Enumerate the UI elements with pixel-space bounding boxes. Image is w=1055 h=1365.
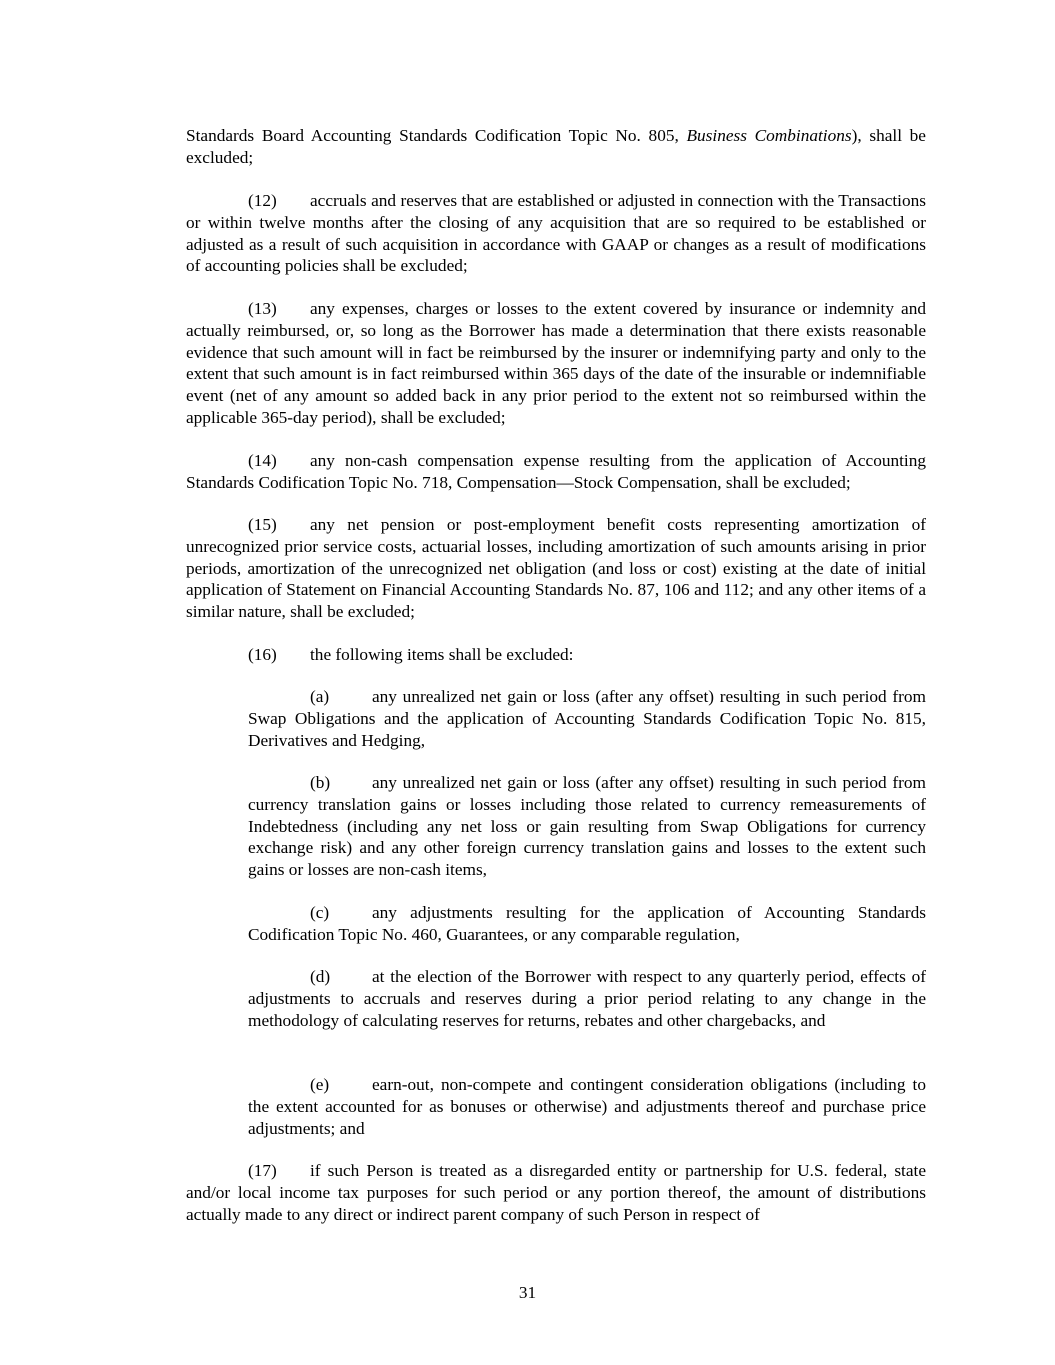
paragraph-16c	[248, 902, 926, 946]
paragraph-number: (15)	[248, 515, 277, 534]
paragraph-text: the following items shall be excluded:	[310, 645, 574, 664]
paragraph-text: if such Person is treated as a disregarded entity or partnership for U.S. federal, state and/or local income tax purposes for such period or any portion thereof, the amount of distributions actually made to any direct or indirect parent company of such Person in respect of	[186, 1161, 926, 1224]
paragraph-text: any adjustments resulting for the application of Accounting Standards Codification Topic No. 460, Guarantees, or any comparable regulation,	[248, 903, 926, 944]
paragraph-number: (b)	[310, 773, 331, 792]
paragraph-number: (17)	[248, 1161, 277, 1180]
paragraph-16d	[248, 966, 926, 1031]
paragraph-number: (14)	[248, 451, 277, 470]
intro-text-before: Standards Board Accounting Standards Codification Topic No. 805,	[186, 126, 687, 145]
paragraph-number: (12)	[248, 191, 277, 210]
page-number: 31	[518, 1283, 537, 1302]
paragraph-text: any net pension or post-employment benefit costs representing amortization of unrecognized prior service costs, actuarial losses, including amortization of such amounts arising in prior periods, amortization of the unrecognized net obligation (and loss or cost) existing at the date of initial application of Statement on Financial Accounting Standards No. 87, 106 and 112; and any other items of a similar nature, shall be excluded;	[186, 515, 926, 622]
paragraph-15	[186, 514, 926, 623]
paragraph-17	[186, 1160, 926, 1225]
paragraph-16a	[248, 686, 926, 751]
paragraph-16	[248, 644, 926, 666]
paragraph-number: (a)	[310, 687, 330, 706]
paragraph-16b	[248, 772, 926, 881]
paragraph-text: any unrealized net gain or loss (after any offset) resulting in such period from currency translation gains or losses including those related to currency remeasurements of Indebtedness (including any net loss or gain resulting from Swap Obligations for currency exchange risk) and any other foreign currency translation gains and losses to the extent such gains or losses are non-cash items,	[248, 773, 926, 880]
paragraph-text: at the election of the Borrower with respect to any quarterly period, effects of adjustments to accruals and reserves during a prior period relating to any change in the methodology of calculating reserves for returns, rebates and other chargebacks, and	[248, 967, 926, 1030]
intro-paragraph	[186, 125, 926, 169]
paragraph-number: (13)	[248, 299, 277, 318]
paragraph-number: (16)	[248, 645, 277, 664]
paragraph-text: accruals and reserves that are established or adjusted in connection with the Transactions or within twelve months after the closing of any acquisition that are so required to be established or adjusted as a result of such acquisition in accordance with GAAP or changes as a result of modifications of accounting policies shall be excluded;	[186, 191, 926, 276]
paragraph-text: earn-out, non-compete and contingent consideration obligations (including to the extent accounted for as bonuses or otherwise) and adjustments thereof and purchase price adjustments; and	[248, 1075, 926, 1138]
intro-text-after: ), shall be excluded;	[186, 126, 926, 167]
paragraph-16e	[248, 1074, 926, 1139]
paragraph-text: any non-cash compensation expense resulting from the application of Accounting Standards Codification Topic No. 718, Compensation—Stock Compensation, shall be excluded;	[186, 451, 926, 492]
intro-text-italic: Business Combinations	[686, 126, 852, 145]
paragraph-number: (d)	[310, 967, 331, 986]
paragraph-12	[186, 190, 926, 277]
paragraph-text: any unrealized net gain or loss (after any offset) resulting in such period from Swap Obligations and the application of Accounting Standards Codification Topic No. 815, Derivatives and Hedging,	[248, 687, 926, 750]
paragraph-number: (c)	[310, 903, 330, 922]
paragraph-text: any expenses, charges or losses to the extent covered by insurance or indemnity and actually reimbursed, or, so long as the Borrower has made a determination that there exists reasonable evidence that such amount will in fact be reimbursed by the insurer or indemnifying party and only to the extent that such amount is in fact reimbursed within 365 days of the date of the insurable or indemnifiable event (net of any amount so added back in any prior period to the extent not so reimbursed within the applicable 365-day period), shall be excluded;	[186, 299, 926, 427]
paragraph-13	[186, 298, 926, 429]
paragraph-number: (e)	[310, 1075, 330, 1094]
paragraph-14	[186, 450, 926, 494]
